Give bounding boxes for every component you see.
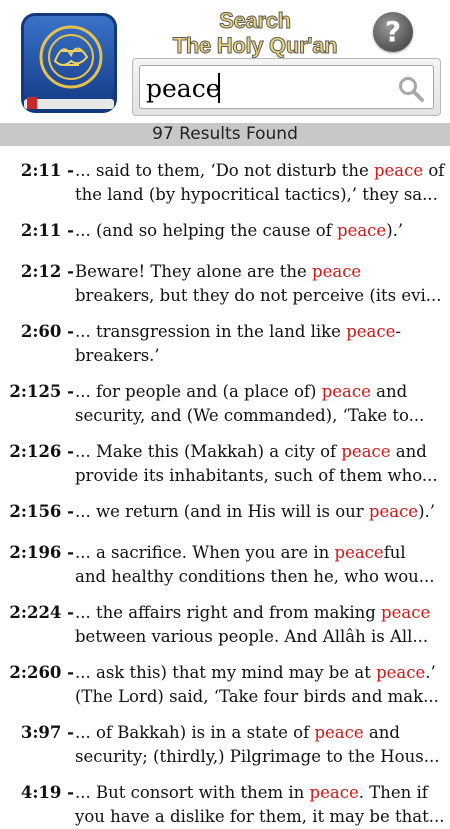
verse-snippet — [75, 601, 440, 649]
highlighted-term: peace — [376, 663, 426, 682]
snippet-text: ... transgression in the land like — [75, 322, 347, 341]
snippet-text: ... said to them, ‘Do not disturb the — [75, 161, 374, 180]
verse-reference: 2:196 - — [9, 543, 74, 562]
verse-snippet — [75, 661, 440, 709]
snippet-line — [75, 260, 440, 284]
verse-snippet — [75, 500, 440, 524]
snippet-text: (The Lord) said, ‘Take four birds and mak... — [75, 687, 439, 706]
verse-snippet — [75, 781, 445, 829]
snippet-text: ... we return (and in His will is our — [75, 502, 369, 521]
result-row[interactable] — [0, 247, 450, 307]
verse-reference: 3:97 - — [20, 723, 74, 742]
snippet-line — [75, 159, 445, 183]
snippet-line — [75, 781, 440, 805]
snippet-text: breakers.’ — [75, 346, 160, 365]
snippet-text: ).’ — [386, 221, 404, 240]
snippet-text: .’ — [425, 663, 436, 682]
verse-reference: 2:11 - — [20, 221, 74, 240]
highlighted-term: peace — [334, 543, 384, 562]
quran-book-icon[interactable] — [19, 11, 119, 115]
snippet-text: breakers, but they do not perceive (its evi... — [75, 286, 442, 305]
verse-snippet — [75, 159, 445, 207]
snippet-text: ... the affairs right and from making — [75, 603, 382, 622]
snippet-text: - — [395, 322, 401, 341]
verse-snippet — [75, 440, 440, 488]
verse-reference: 2:224 - — [9, 603, 74, 622]
highlighted-term: peace — [341, 442, 391, 461]
snippet-line — [75, 380, 440, 404]
results-list[interactable] — [0, 146, 450, 826]
search-input[interactable] — [146, 70, 396, 106]
help-button[interactable]: ? — [373, 12, 413, 52]
snippet-line — [75, 219, 440, 243]
snippet-text: ... (and so helping the cause of — [75, 221, 338, 240]
verse-snippet — [75, 380, 440, 428]
highlighted-term: peace — [381, 603, 431, 622]
snippet-line — [75, 625, 440, 649]
result-row[interactable] — [0, 648, 450, 708]
snippet-line — [75, 344, 440, 368]
highlighted-term: peace — [337, 221, 387, 240]
result-row[interactable] — [0, 588, 450, 648]
snippet-text: and — [390, 442, 427, 461]
result-row[interactable] — [0, 768, 450, 828]
results-count: 97 Results Found — [0, 123, 450, 146]
snippet-line — [75, 721, 440, 745]
snippet-text: and — [363, 723, 400, 742]
snippet-text: ... for people and (a place of) — [75, 382, 322, 401]
verse-snippet — [75, 260, 440, 308]
result-row[interactable] — [0, 708, 450, 768]
snippet-line — [75, 601, 440, 625]
verse-reference: 2:12 - — [20, 262, 74, 281]
result-row[interactable] — [0, 528, 450, 588]
app-title — [150, 8, 360, 58]
snippet-text: ... a sacrifice. When you are in — [75, 543, 335, 562]
search-box — [132, 58, 441, 116]
highlighted-term: peace — [314, 723, 364, 742]
snippet-line — [75, 745, 440, 769]
snippet-text: security; (thirdly,) Pilgrimage to the Hous... — [75, 747, 440, 766]
app-title-line1: Search — [219, 8, 291, 33]
highlighted-term: peace — [373, 161, 424, 180]
text-caret — [218, 73, 220, 103]
result-row[interactable] — [0, 427, 450, 487]
snippet-line — [75, 183, 440, 207]
snippet-text: ... But consort with them in — [75, 783, 310, 802]
snippet-line — [75, 284, 440, 308]
snippet-line — [75, 404, 440, 428]
verse-snippet — [75, 541, 440, 589]
app-title-line2: The Holy Qur'an — [172, 33, 338, 58]
snippet-line — [75, 805, 445, 829]
result-row[interactable] — [0, 146, 450, 206]
result-row[interactable] — [0, 487, 450, 528]
verse-snippet — [75, 320, 440, 368]
verse-snippet — [75, 721, 440, 769]
highlighted-term: peace — [312, 262, 362, 281]
highlighted-term: peace — [346, 322, 396, 341]
result-row[interactable] — [0, 367, 450, 427]
snippet-text: ... of Bakkah) is in a state of — [75, 723, 315, 742]
highlighted-term: peace — [321, 382, 371, 401]
snippet-text: and healthy conditions then he, who wou... — [75, 567, 435, 586]
result-row[interactable] — [0, 206, 450, 247]
snippet-text: ful — [383, 543, 406, 562]
result-row[interactable] — [0, 307, 450, 367]
snippet-text: of — [423, 161, 445, 180]
snippet-line — [75, 685, 440, 709]
snippet-text: ).’ — [418, 502, 436, 521]
snippet-text: provide its inhabitants, such of them who... — [75, 466, 438, 485]
highlighted-term: peace — [368, 502, 419, 521]
search-icon[interactable] — [397, 75, 425, 103]
snippet-line — [75, 541, 440, 565]
verse-reference: 2:60 - — [20, 322, 74, 341]
verse-reference: 4:19 - — [20, 783, 74, 802]
snippet-text: . Then if — [358, 783, 428, 802]
verse-reference: 2:260 - — [9, 663, 74, 682]
snippet-line — [75, 500, 440, 524]
snippet-text: and — [370, 382, 408, 401]
snippet-line — [75, 320, 440, 344]
header — [0, 0, 450, 122]
snippet-text: the land (by hypocritical tactics),’ they sa... — [75, 185, 438, 204]
search-field-frame — [139, 65, 434, 109]
verse-reference: 2:156 - — [9, 502, 74, 521]
verse-reference: 2:125 - — [9, 382, 74, 401]
snippet-text: security, and (We commanded), ‘Take to... — [75, 406, 425, 425]
snippet-line — [75, 464, 440, 488]
verse-snippet — [75, 219, 440, 243]
snippet-line — [75, 565, 440, 589]
snippet-text: ... ask this) that my mind may be at — [75, 663, 377, 682]
snippet-text: between various people. And Allâh is All... — [75, 627, 429, 646]
snippet-text: Beware! They alone are the — [75, 262, 313, 281]
snippet-line — [75, 440, 440, 464]
snippet-text: ... Make this (Makkah) a city of — [75, 442, 342, 461]
verse-reference: 2:126 - — [9, 442, 74, 461]
snippet-line — [75, 661, 440, 685]
snippet-text: you have a dislike for them, it may be that... — [75, 807, 445, 826]
highlighted-term: peace — [309, 783, 359, 802]
verse-reference: 2:11 - — [20, 161, 74, 180]
